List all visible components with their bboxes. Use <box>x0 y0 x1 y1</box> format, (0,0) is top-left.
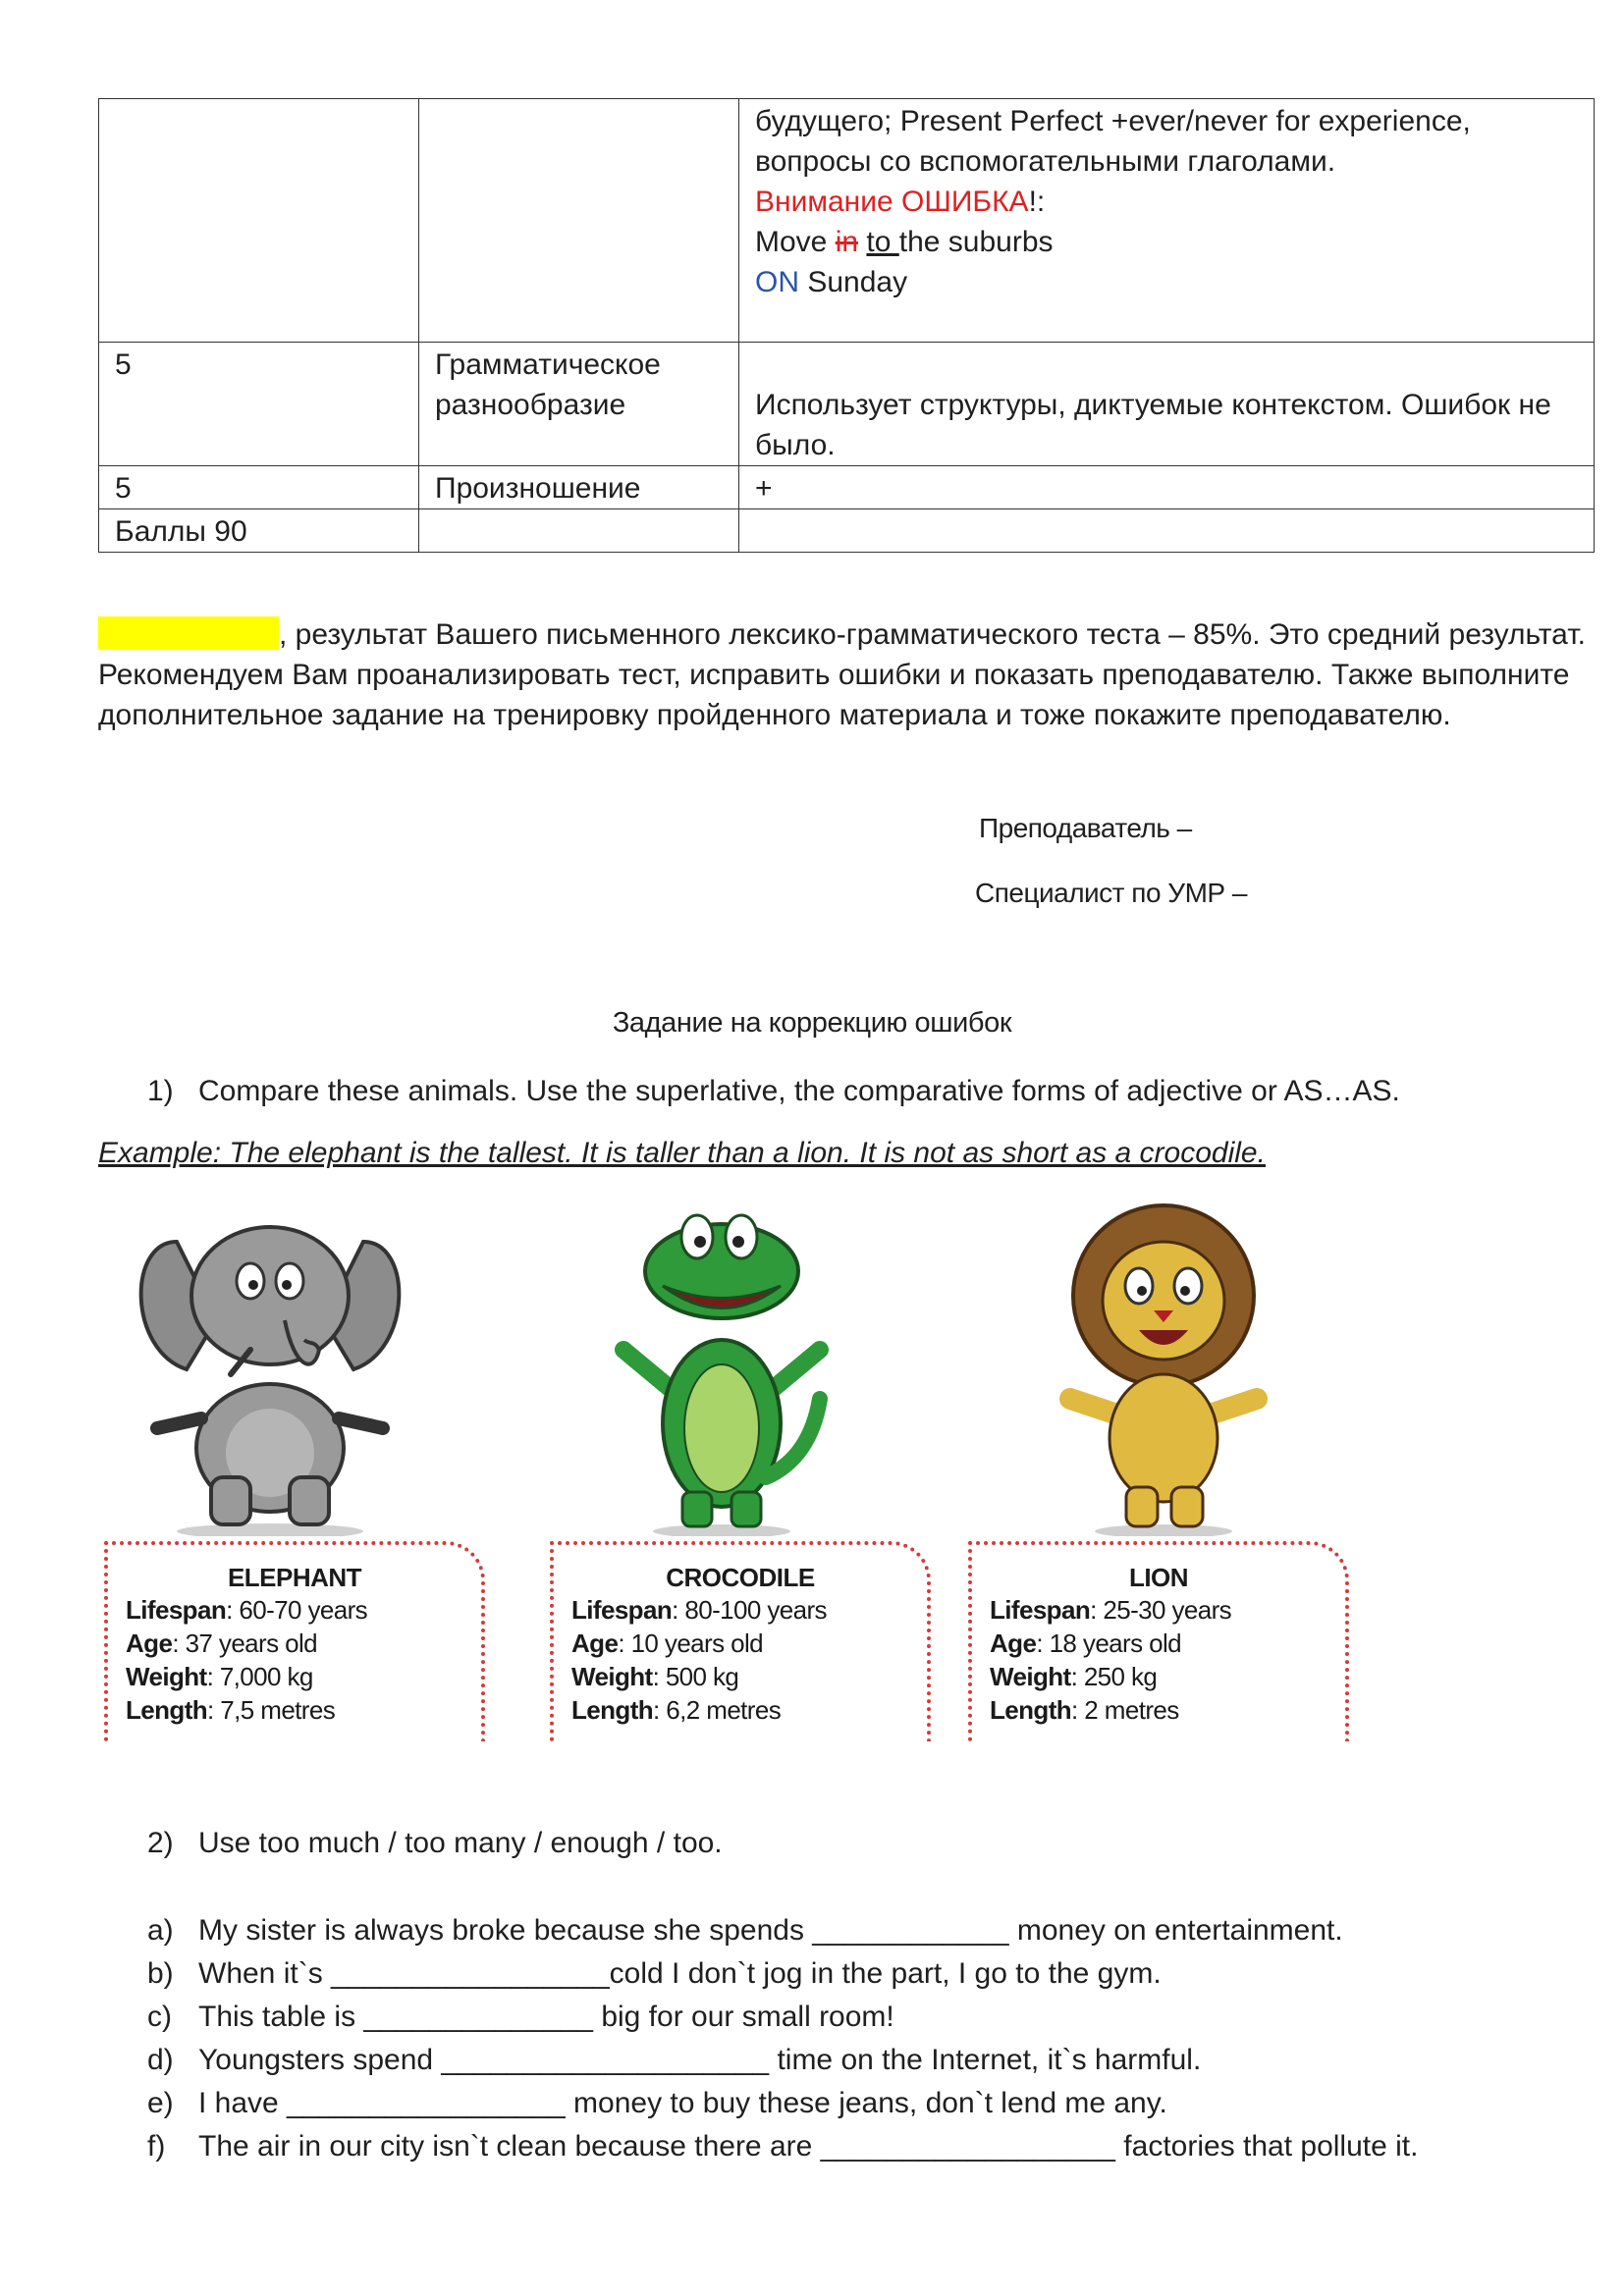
age-row: Age: 37 years old <box>126 1629 318 1658</box>
exercise-item: f) The air in our city isn`t clean because there are __________________ factories that pollute it. <box>147 2130 1419 2163</box>
task-number: 1) <box>147 1075 174 1107</box>
task-1 <box>147 1072 1400 1111</box>
example-sentence: Example: The elephant is the tallest. It is taller than a lion. It is not as short as a crocodile. <box>98 1137 1266 1169</box>
warning-text: Внимание ОШИБКА <box>755 186 1029 218</box>
weight-row: Weight: 250 kg <box>990 1662 1158 1691</box>
comment-line: вопросы со вспомогательными глаголами. <box>755 145 1336 178</box>
grading-table <box>98 98 1595 553</box>
sunday-word: Sunday <box>799 266 908 298</box>
age-row: Age: 10 years old <box>571 1629 764 1658</box>
score-cell: 5 <box>99 343 419 466</box>
length-row: Length: 6,2 metres <box>571 1695 782 1725</box>
task-text: Compare these animals. Use the superlative, the comparative forms of adjective or AS…AS. <box>198 1075 1400 1107</box>
task-2 <box>147 1824 723 1863</box>
on-line <box>755 262 1578 302</box>
table-cell <box>739 509 1595 553</box>
length-row: Length: 7,5 metres <box>126 1695 336 1725</box>
comment-line: будущего; Present Perfect +ever/never for experience, <box>755 105 1471 137</box>
table-cell <box>739 99 1595 343</box>
comment-cell <box>739 343 1595 466</box>
table-row <box>99 466 1595 509</box>
lifespan-row: Lifespan: 80-100 years <box>571 1595 827 1625</box>
redacted-name-highlight <box>98 616 279 650</box>
criterion-cell: Произношение <box>419 466 739 509</box>
table-row <box>99 509 1595 553</box>
weight-row: Weight: 7,000 kg <box>126 1662 313 1691</box>
result-paragraph <box>98 614 1595 735</box>
exercise-item: e) I have _________________ money to buy these jeans, don`t lend me any. <box>147 2087 1167 2119</box>
correction-line <box>755 222 1578 262</box>
weight-row: Weight: 500 kg <box>571 1662 739 1691</box>
total-cell: Баллы 90 <box>99 509 419 553</box>
move-suffix: the suburbs <box>898 226 1054 258</box>
exercise-item: a) My sister is always broke because she spends ____________ money on entertainment. <box>147 1914 1343 1947</box>
criterion-cell <box>419 343 739 466</box>
struck-word: in <box>835 226 859 258</box>
table-cell <box>419 509 739 553</box>
exercise-item: b) When it`s _________________cold I don`t jog in the part, I go to the gym. <box>147 1957 1162 1990</box>
exercise-item: d) Youngsters spend ____________________ time on the Internet, it`s harmful. <box>147 2044 1202 2076</box>
warning-suffix: !: <box>1028 186 1046 218</box>
lifespan-row: Lifespan: 25-30 years <box>990 1595 1232 1625</box>
table-row <box>99 99 1595 343</box>
task-number: 2) <box>147 1827 174 1859</box>
table-row <box>99 343 1595 466</box>
length-row: Length: 2 metres <box>990 1695 1179 1725</box>
task-title: Задание на коррекцию ошибок <box>612 1007 1012 1039</box>
teacher-signature: Преподаватель – <box>979 813 1192 843</box>
elephant-card <box>104 1541 485 1741</box>
criterion-line: разнообразие <box>435 389 626 421</box>
move-prefix: Move <box>755 226 836 258</box>
animal-name: LION <box>1128 1563 1189 1592</box>
age-row: Age: 18 years old <box>990 1629 1182 1658</box>
animal-name: ELEPHANT <box>227 1563 362 1592</box>
table-cell <box>419 99 739 343</box>
table-cell <box>99 99 419 343</box>
comment-text: Использует структуры, диктуемые контекстом. Ошибок не было. <box>755 389 1551 461</box>
comment-cell: + <box>739 466 1595 509</box>
animal-name: CROCODILE <box>666 1563 815 1592</box>
result-text: , результат Вашего письменного лексико-грамматического теста – 85%. Это средний результат. Рекомендуем Вам проанализировать тест, исправить ошибки и показать преподавателю. Также выполните дополнительное задание на тренировку пройденного материала и тоже покажите преподавателю. <box>98 618 1586 731</box>
score-cell: 5 <box>99 466 419 509</box>
crocodile-card <box>550 1541 931 1741</box>
lion-illustration <box>1016 1202 1311 1536</box>
corrected-word: to <box>866 226 899 258</box>
lion-card <box>968 1541 1349 1741</box>
specialist-signature: Специалист по УМР – <box>975 878 1247 908</box>
crocodile-illustration <box>574 1202 869 1536</box>
task-text: Use too much / too many / enough / too. <box>198 1827 723 1859</box>
on-word: ON <box>755 266 799 298</box>
criterion-line: Грамматическое <box>435 348 661 381</box>
lifespan-row: Lifespan: 60-70 years <box>126 1595 368 1625</box>
exercise-item: c) This table is ______________ big for our small room! <box>147 2001 894 2033</box>
warning-line <box>755 182 1578 222</box>
elephant-illustration <box>118 1202 422 1536</box>
